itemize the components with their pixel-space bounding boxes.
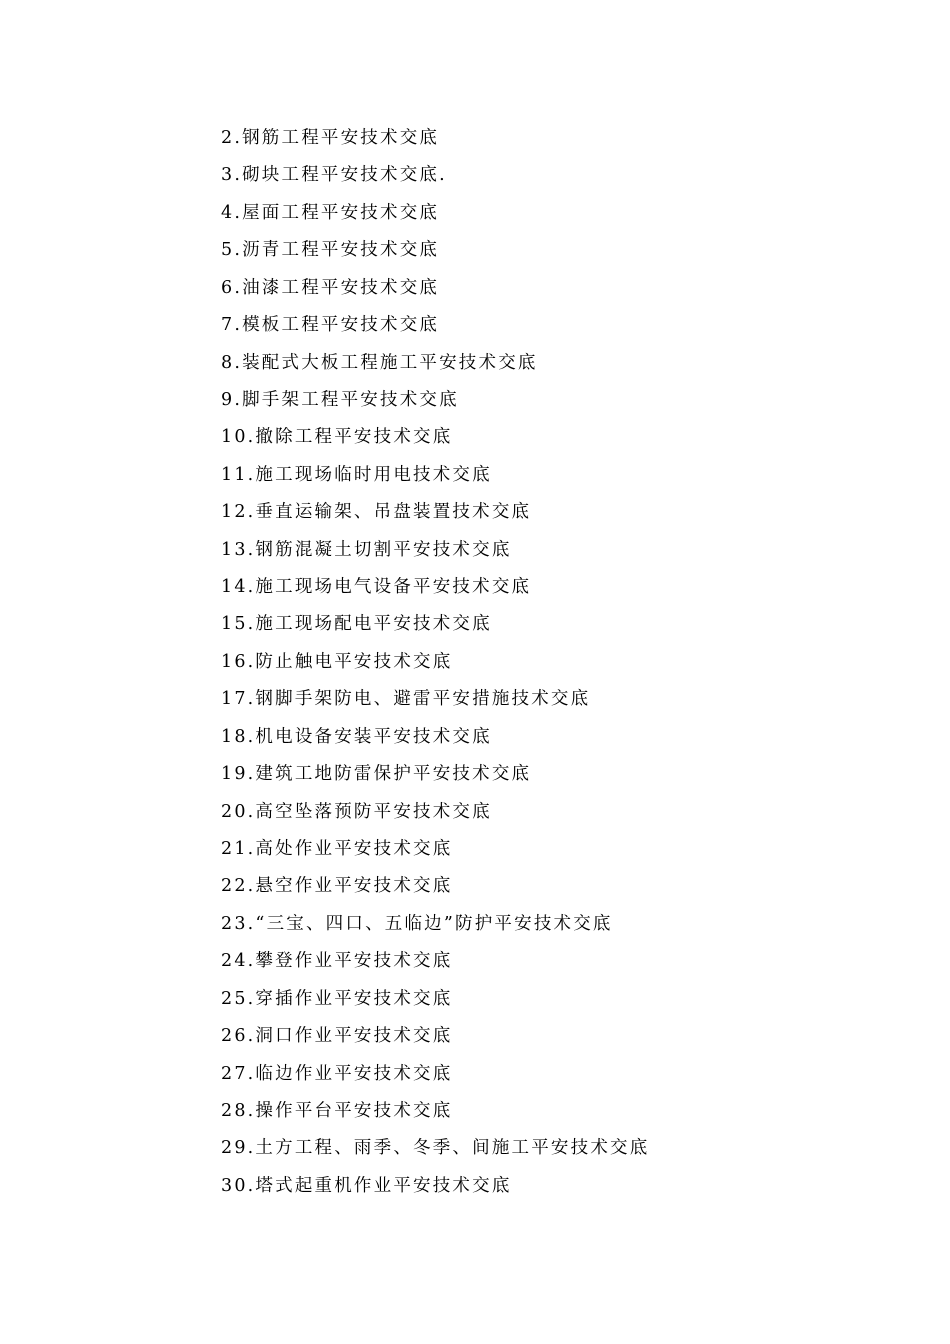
- toc-item: 5.沥青工程平安技术交底: [221, 240, 440, 261]
- toc-item: 9.脚手架工程平安技术交底: [221, 389, 459, 410]
- toc-item: 6.油漆工程平安技术交底: [221, 277, 440, 298]
- toc-item: 30.塔式起重机作业平安技术交底: [221, 1175, 512, 1196]
- toc-item: 22.悬空作业平安技术交底: [221, 876, 453, 897]
- toc-item: 16.防止触电平安技术交底: [221, 651, 453, 672]
- toc-item: 8.装配式大板工程施工平安技术交底: [221, 352, 538, 373]
- toc-item: 14.施工现场电气设备平安技术交底: [221, 577, 532, 598]
- toc-item: 13.钢筋混凝土切割平安技术交底: [221, 539, 512, 560]
- toc-item: 28.操作平台平安技术交底: [221, 1100, 453, 1121]
- toc-list: [221, 122, 649, 1207]
- toc-item: 15.施工现场配电平安技术交底: [221, 614, 492, 635]
- toc-item: 19.建筑工地防雷保护平安技术交底: [221, 764, 532, 785]
- toc-item: 21.高处作业平安技术交底: [221, 839, 453, 860]
- toc-item: 4.屋面工程平安技术交底: [221, 202, 440, 223]
- toc-item: 17.钢脚手架防电、避雷平安措施技术交底: [221, 689, 591, 710]
- toc-item: 25.穿插作业平安技术交底: [221, 988, 453, 1009]
- toc-item: 11.施工现场临时用电技术交底: [221, 464, 492, 485]
- toc-item: 27.临边作业平安技术交底: [221, 1063, 453, 1084]
- toc-item: 26.洞口作业平安技术交底: [221, 1026, 453, 1047]
- toc-item: 2.钢筋工程平安技术交底: [221, 128, 440, 148]
- toc-item: 29.土方工程、雨季、冬季、间施工平安技术交底: [221, 1138, 650, 1159]
- toc-item: 18.机电设备安装平安技术交底: [221, 726, 492, 747]
- toc-item: 23.“三宝、四口、五临边”防护平安技术交底: [221, 913, 613, 934]
- toc-item: 12.垂直运输架、吊盘装置技术交底: [221, 502, 532, 523]
- toc-item: 24.攀登作业平安技术交底: [221, 951, 453, 972]
- toc-item: 20.高空坠落预防平安技术交底: [221, 801, 492, 822]
- toc-item: 7.模板工程平安技术交底: [221, 315, 440, 336]
- toc-item: 3.砌块工程平安技术交底.: [221, 165, 447, 186]
- toc-item: 10.撤除工程平安技术交底: [221, 427, 453, 448]
